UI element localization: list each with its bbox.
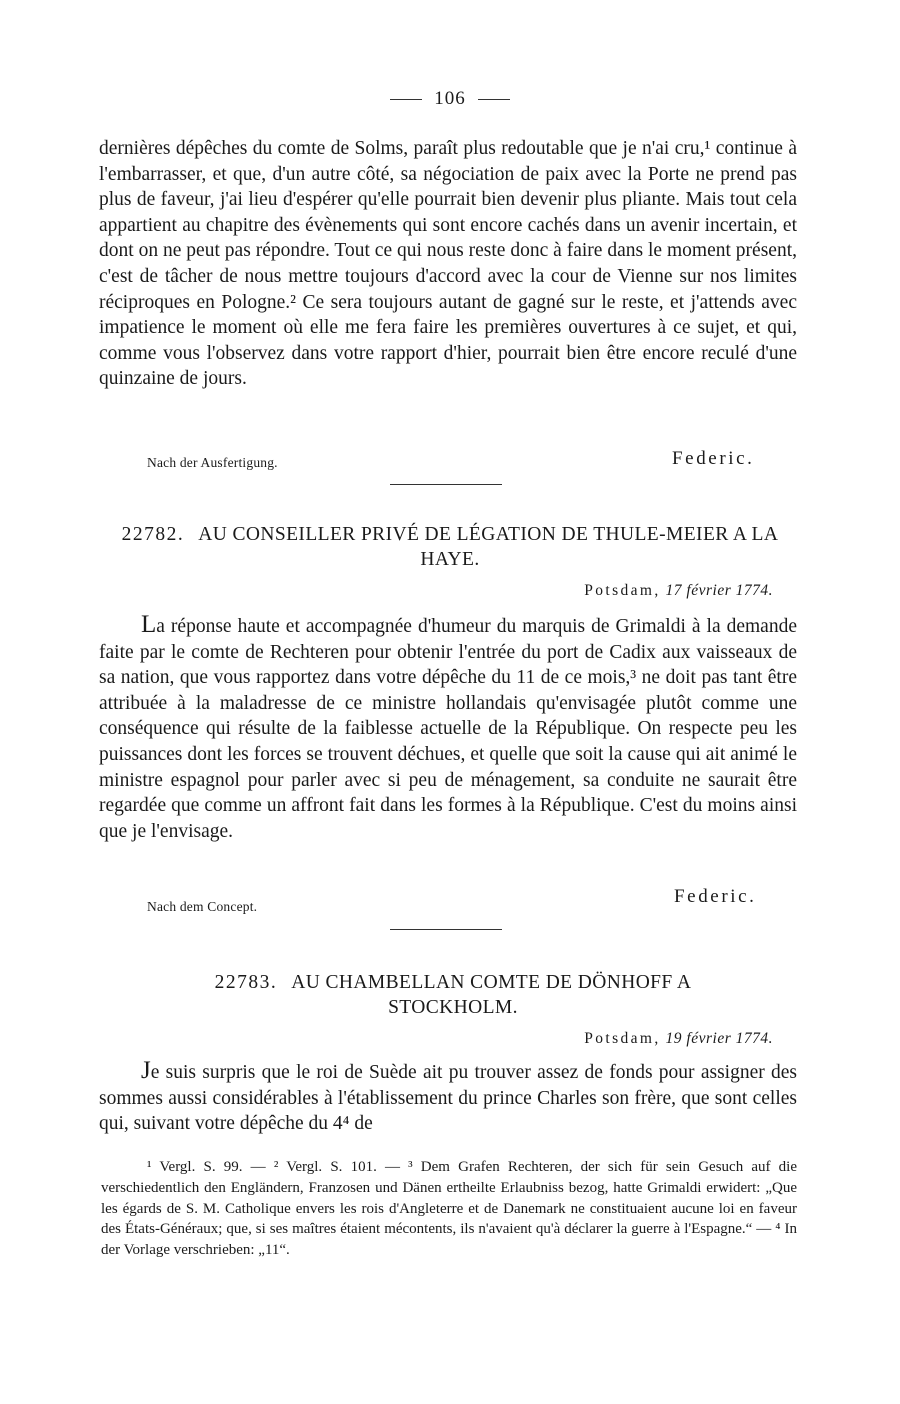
- letter-22783-body: [99, 1058, 797, 1137]
- letter-22782-number: 22782.: [121, 524, 185, 545]
- letter-22782-title: AU CONSEILLER PRIVÉ DE LÉGATION DE THULE-MEIER A LA HAYE.: [198, 524, 779, 570]
- continuation-source-note: Nach der Ausfertigung.: [147, 455, 278, 470]
- letter-22783-text: e suis surpris que le roi de Suède ait pu trouver assez de fonds pour assigner des sommes aussi considérables à l'établissement du prince Charles son frère, que sont celles qui, suivant votre dépêche du 4⁴ de: [99, 1062, 797, 1135]
- letter-22783-heading: [160, 970, 800, 1020]
- continuation-paragraph: dernières dépêches du comte de Solms, paraît plus redoutable que je n'ai cru,¹ continue à l'embarrasser, et que, d'un autre côté, sa négociation de paix avec la Porte ne prend pas plus de faveur, j'ai lieu d'espérer qu'elle pourrait bien devenir plus pliante. Mais tout cela appartient au chapitre des évènements qui sont encore cachés dans un avenir incertain, et dont on ne peut pas répondre. Tout ce qui nous reste donc à faire dans le moment présent, c'est de tâcher de nous mettre toujours d'accord avec la cour de Vienne sur nos limites réciproques en Pologne.² Ce sera toujours autant de gagné sur le reste, et j'attends avec impatience le moment où elle me fera faire les premières ouvertures à ce sujet, et qui, comme vous l'observez dans votre rapport d'hier, pourrait bien être encore reculé d'une quinzaine de jours.: [99, 138, 797, 390]
- section-divider: [390, 484, 502, 485]
- letter-22782-dateline: [584, 582, 773, 600]
- letter-22782-signature: Federic.: [674, 886, 757, 907]
- section-divider: [390, 929, 502, 930]
- letter-22783-number: 22783.: [214, 972, 278, 993]
- letter-22783-title: AU CHAMBELLAN COMTE DE DÖNHOFF A STOCKHOLM.: [291, 972, 692, 1018]
- letter-22783-place: Potsdam,: [584, 1030, 661, 1047]
- footnotes: [101, 1157, 797, 1261]
- letter-22782-text: a réponse haute et accompagnée d'humeur du marquis de Grimaldi à la demande faite par le comte de Rechteren pour obtenir l'entrée du port de Cadix aux vaisseaux de sa nation, que vous rapportez dans votre dépêche du 11 de ce mois,³ ne doit pas tant être attribuée à la maladresse de ce ministre hollandais qu'envisagée plutôt comme une conséquence qui résulte de la faiblesse actuelle de la République. On respecte peu les puissances dont les forces se trouvent déchues, et quelle que soit la cause qui ait animé le ministre espagnol pour parler avec si peu de ménagement, sa conduite ne saurait être regardée que comme un affront fait dans les formes à la République. C'est du moins ainsi que je l'envisage.: [99, 616, 797, 842]
- letter-22782-date: 17 février 1774.: [665, 582, 773, 599]
- letter-22783-initial: J: [141, 1057, 151, 1084]
- letter-22783-date: 19 février 1774.: [665, 1030, 773, 1047]
- continuation-signature: Federic.: [672, 448, 755, 469]
- letter-22782-body: [99, 612, 797, 844]
- letter-22782-heading: [100, 522, 800, 572]
- page-number: [0, 88, 900, 110]
- letter-22782-place: Potsdam,: [584, 582, 661, 599]
- letter-22782-initial: L: [141, 611, 157, 638]
- footnotes-text: ¹ Vergl. S. 99. — ² Vergl. S. 101. — ³ Dem Grafen Rechteren, der sich für sein Gesuch auf die verschiedentlich den Engländern, Franzosen und Dänen ertheilte Erlaubniss bezog, hatte Grimaldi erwidert: „Que les égards de S. M. Catholique envers les rois d'Angleterre et de Danemark ne constituaient aucune loi en faveur des États-Généraux; que, si ses maîtres étaient mécontents, ils n'avaient qu'à déclarer la guerre à l'Espagne.“ — ⁴ In der Vorlage verschrieben: „11“.: [101, 1159, 797, 1259]
- page-number-value: 106: [434, 88, 466, 109]
- letter-22782-source-note: Nach dem Concept.: [147, 899, 258, 914]
- letter-22783-dateline: [584, 1030, 773, 1048]
